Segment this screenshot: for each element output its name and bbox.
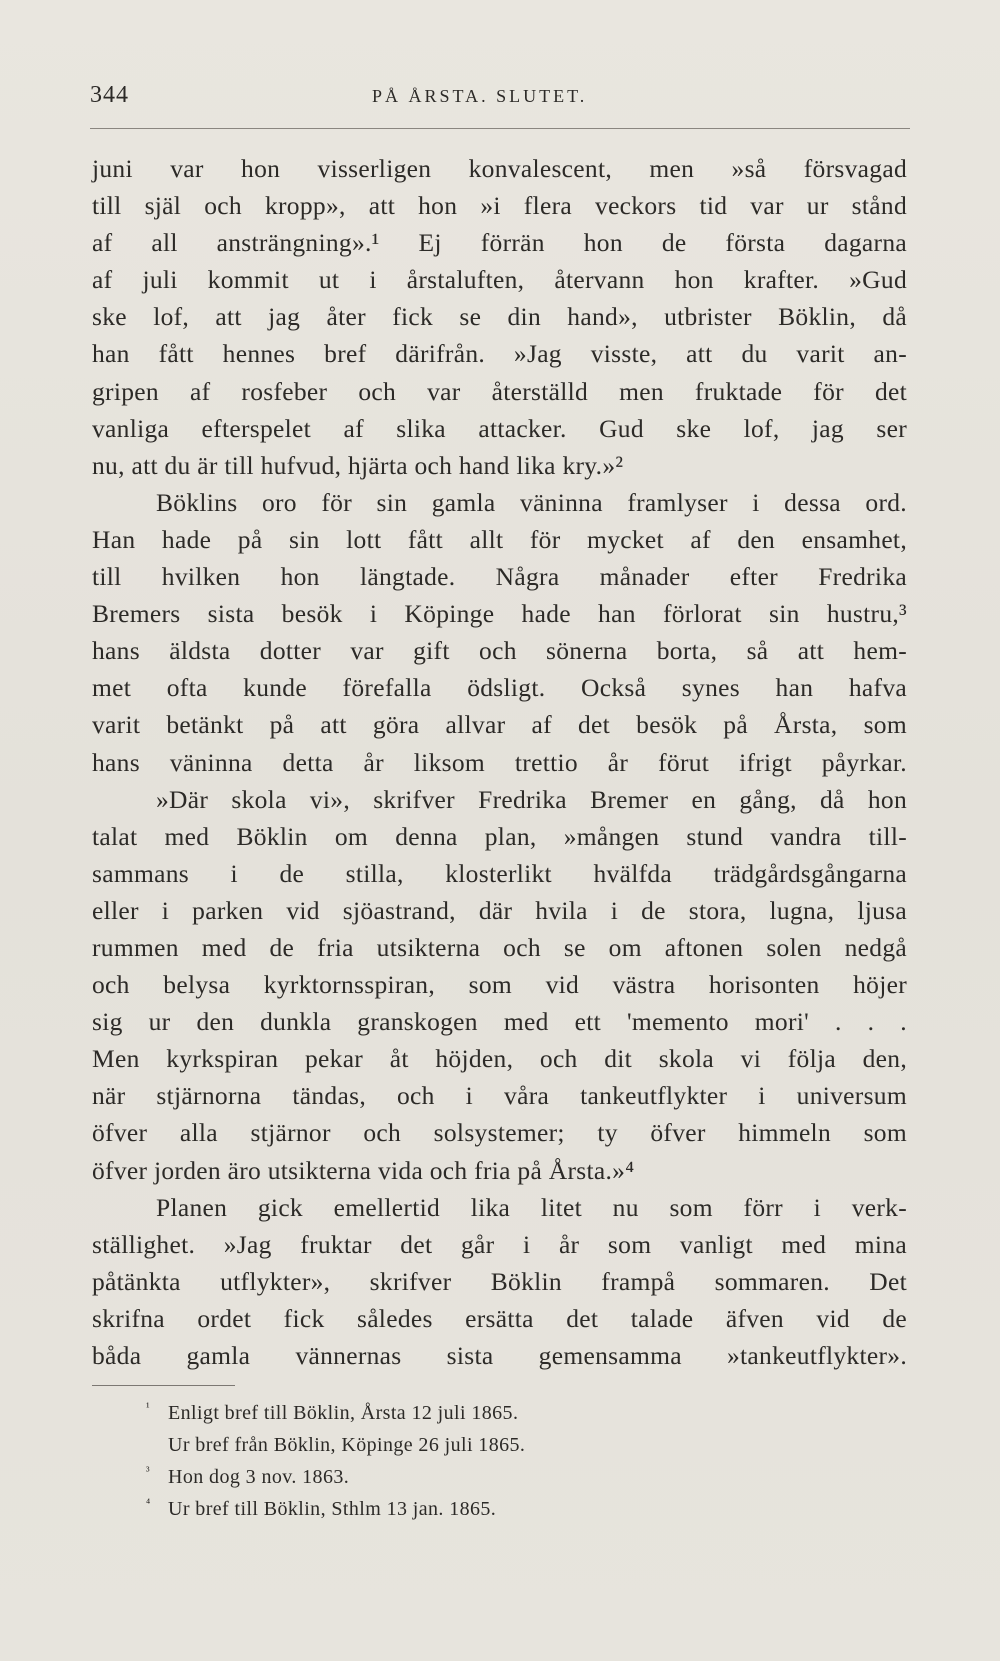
footnote-text: Enligt bref till Böklin, Årsta 12 juli 1865. (168, 1402, 519, 1424)
text-line: Men kyrkspiran pekar åt höjden, och dit skola vi följa den, (92, 1044, 907, 1074)
text-line: Planen gick emellertid lika litet nu som förr i verk- (156, 1192, 907, 1222)
footnote (146, 1397, 750, 1429)
footnote-text: Ur bref från Böklin, Köpinge 26 juli 1865. (168, 1434, 526, 1456)
text-line: nu, att du är till hufvud, hjärta och hand lika kry.»² (92, 450, 624, 480)
page-number: 344 (90, 82, 129, 108)
text-line: met ofta kunde förefalla ödsligt. Också synes han hafva (92, 673, 907, 703)
footnote (146, 1461, 750, 1493)
body-text (92, 150, 907, 1374)
footnotes (146, 1397, 750, 1525)
text-line: när stjärnorna tändas, och i våra tankeutflykter i universum (92, 1081, 907, 1111)
footnote-rule (92, 1385, 235, 1386)
footnote-mark: ¹ (146, 1400, 150, 1414)
page-header (90, 82, 910, 112)
text-line: Bremers sista besök i Köpinge hade han förlorat sin hustru,³ (92, 599, 907, 629)
text-line: juni var hon visserligen konvalescent, men »så försvagad (92, 154, 907, 183)
footnote-mark: ³ (146, 1464, 150, 1478)
text-line: ställighet. »Jag fruktar det går i år som vanligt med mina (92, 1229, 907, 1259)
text-line: han fått hennes bref därifrån. »Jag visste, att du varit an- (92, 339, 907, 369)
footnote-text: Hon dog 3 nov. 1863. (168, 1466, 350, 1488)
running-title: PÅ ÅRSTA. SLUTET. (372, 86, 588, 106)
text-line: till själ och kropp», att hon »i flera veckors tid var ur stånd (92, 191, 907, 221)
text-line: talat med Böklin om denna plan, »mången stund vandra till- (92, 821, 907, 851)
header-rule (90, 128, 910, 129)
text-line: hans väninna detta år liksom trettio år förut ifrigt påyrkar. (92, 747, 907, 777)
text-line: öfver jorden äro utsikterna vida och fria på Årsta.»⁴ (92, 1155, 635, 1185)
text-line: Böklins oro för sin gamla väninna framlyser i dessa ord. (156, 487, 907, 517)
text-line: ske lof, att jag åter fick se din hand», utbrister Böklin, då (92, 302, 907, 332)
footnote-mark: ⁴ (146, 1496, 151, 1510)
text-line: varit betänkt på att göra allvar af det besök på Årsta, som (92, 710, 907, 740)
text-line: sig ur den dunkla granskogen med ett 'memento mori' . . . (92, 1007, 907, 1037)
text-line: påtänkta utflykter», skrifver Böklin frampå sommaren. Det (92, 1266, 907, 1296)
text-line: rummen med de fria utsikterna och se om aftonen solen nedgå (92, 932, 907, 962)
text-line: af all ansträngning».¹ Ej förrän hon de första dagarna (92, 228, 907, 258)
text-line: sammans i de stilla, klosterlikt hvälfda trädgårdsgångarna (92, 858, 907, 888)
text-line: Han hade på sin lott fått allt för mycket af den ensamhet, (92, 524, 907, 554)
text-line: skrifna ordet fick således ersätta det talade äfven vid de (92, 1303, 907, 1333)
footnote (146, 1493, 750, 1525)
text-line: och belysa kyrktornsspiran, som vid västra horisonten höjer (92, 970, 907, 1000)
text-line: till hvilken hon längtade. Några månader efter Fredrika (92, 562, 907, 592)
footnote (150, 1429, 750, 1461)
text-line: gripen af rosfeber och var återställd men fruktade för det (92, 376, 907, 406)
text-line: eller i parken vid sjöastrand, där hvila i de stora, lugna, ljusa (92, 895, 907, 925)
text-line: båda gamla vännernas sista gemensamma »tankeutflykter». (92, 1341, 907, 1370)
text-line: vanliga efterspelet af slika attacker. Gud ske lof, jag ser (92, 413, 907, 443)
text-line: hans äldsta dotter var gift och sönerna borta, så att hem- (92, 636, 907, 666)
text-line: »Där skola vi», skrifver Fredrika Bremer en gång, då hon (156, 784, 907, 814)
text-line: öfver alla stjärnor och solsystemer; ty öfver himmeln som (92, 1118, 907, 1148)
footnote-text: Ur bref till Böklin, Sthlm 13 jan. 1865. (168, 1498, 497, 1520)
text-line: af juli kommit ut i årstaluften, återvann hon krafter. »Gud (92, 265, 907, 295)
